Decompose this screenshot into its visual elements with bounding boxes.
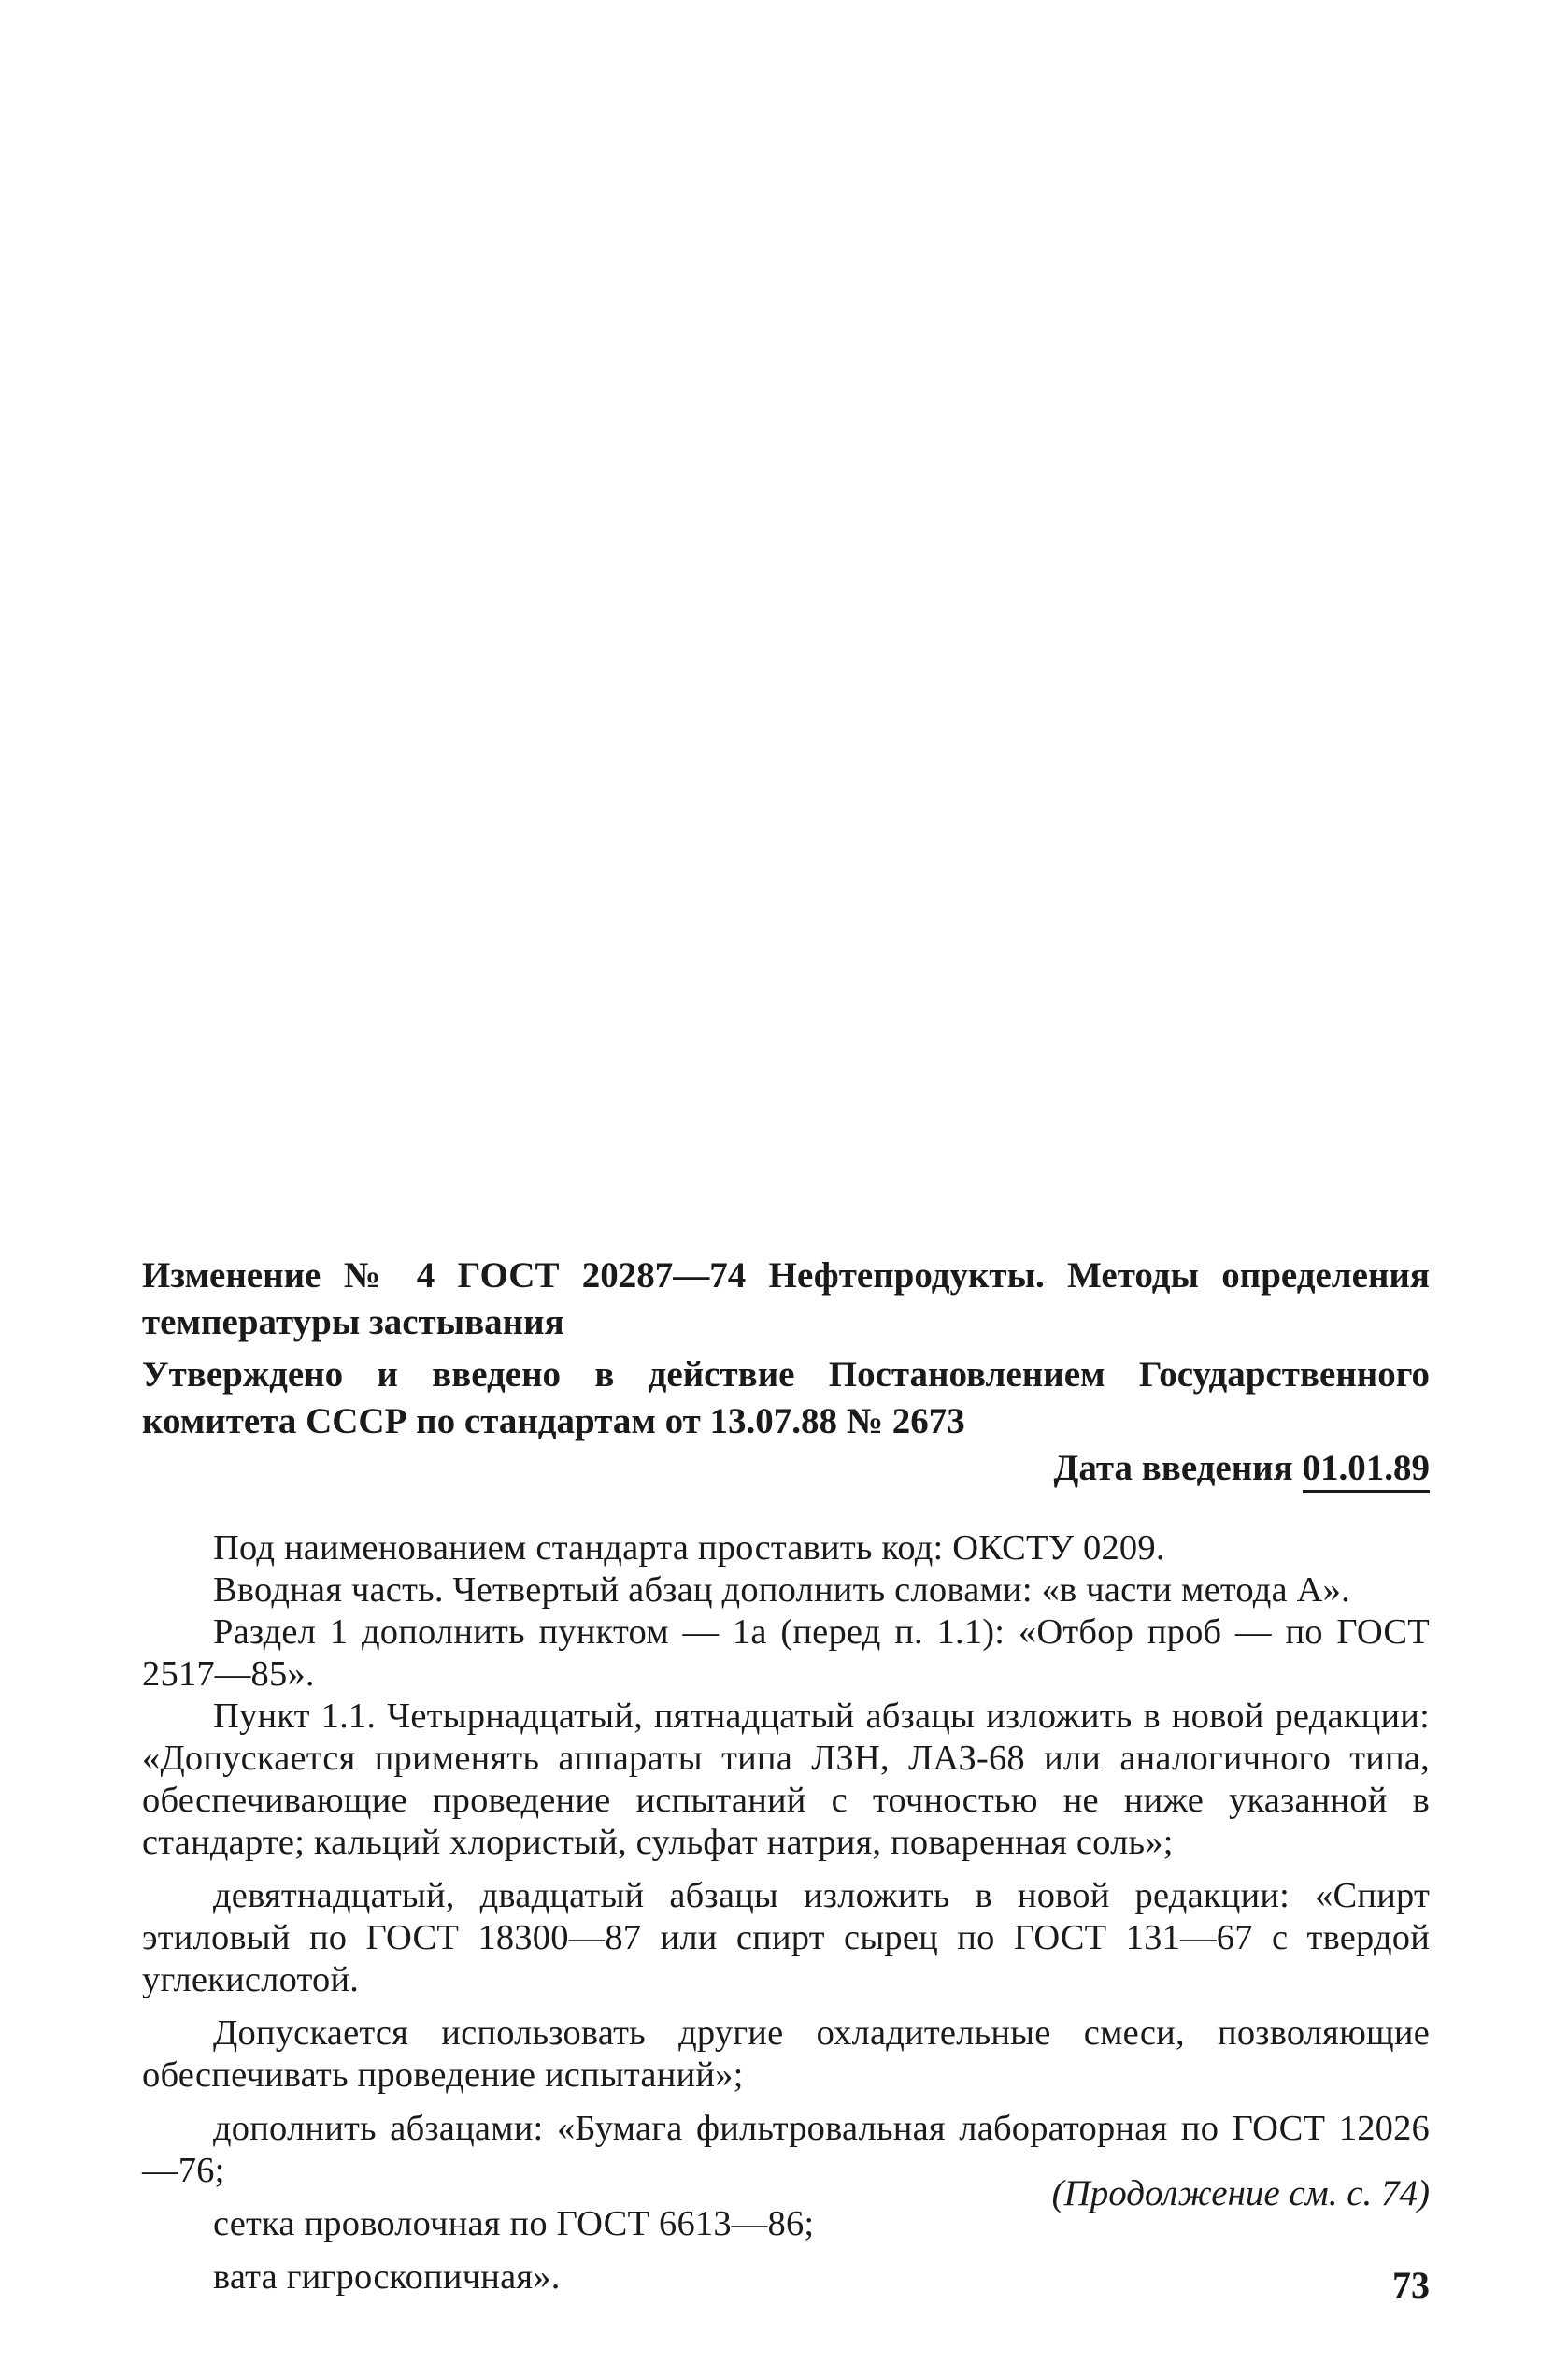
paragraph-add-filter-paper: дополнить абзацами: «Бумага фильтровальная лабораторная по ГОСТ 12026—76; — [142, 2109, 1430, 2190]
paragraph-nineteenth: девятнадцатый, двадцатый абзацы изложить в новой редакции: «Спирт этиловый по ГОСТ 18300—87 или спирт сырец по ГОСТ 131—67 с твердой углекислотой. — [142, 1876, 1430, 1999]
paragraph-item-1-1: Пункт 1.1. Четырнадцатый, пятнадцатый абзацы изложить в новой редакции: «Допускается применять аппараты типа ЛЗН, ЛАЗ-68 или аналогичного типа, обеспечивающие проведение испытаний с точностью не ниже указанной в стандарте; кальций хлористый, сульфат натрия, поваренная соль»; — [142, 1697, 1430, 1862]
effective-date-line — [142, 1445, 1430, 1492]
effective-date-label: Дата введения — [1053, 1448, 1293, 1488]
paragraph-cooling-mixtures: Допускается использовать другие охладительные смеси, позволяющие обеспечивать проведение испытаний»; — [142, 2013, 1430, 2095]
paragraph-intro: Вводная часть. Четвертый абзац дополнить словами: «в части метода А». — [213, 1570, 1350, 1610]
page-number: 73 — [1392, 2264, 1430, 2306]
effective-date-value: 01.01.89 — [1303, 1448, 1431, 1493]
continued-note: (Продолжение см. с. 74) — [1051, 2173, 1430, 2213]
paragraph-section-1: Раздел 1 дополнить пунктом — 1а (перед п. 1.1): «Отбор проб — по ГОСТ 2517—85». — [142, 1612, 1430, 1694]
document-heading: Изменение № 4 ГОСТ 20287—74 Нефтепродукты. Методы определения температуры застывания — [142, 1255, 1430, 1342]
approval-statement: Утверждено и введено в действие Постановлением Государственного комитета СССР по стандартам от 13.07.88 № 2673 — [142, 1354, 1430, 1441]
paragraph-cotton-wool: вата гигроскопичная». — [213, 2257, 561, 2297]
paragraph-okstu: Под наименованием стандарта проставить код: ОКСТУ 0209. — [213, 1528, 1165, 1568]
paragraph-wire-mesh: сетка проволочная по ГОСТ 6613—86; — [213, 2204, 815, 2243]
